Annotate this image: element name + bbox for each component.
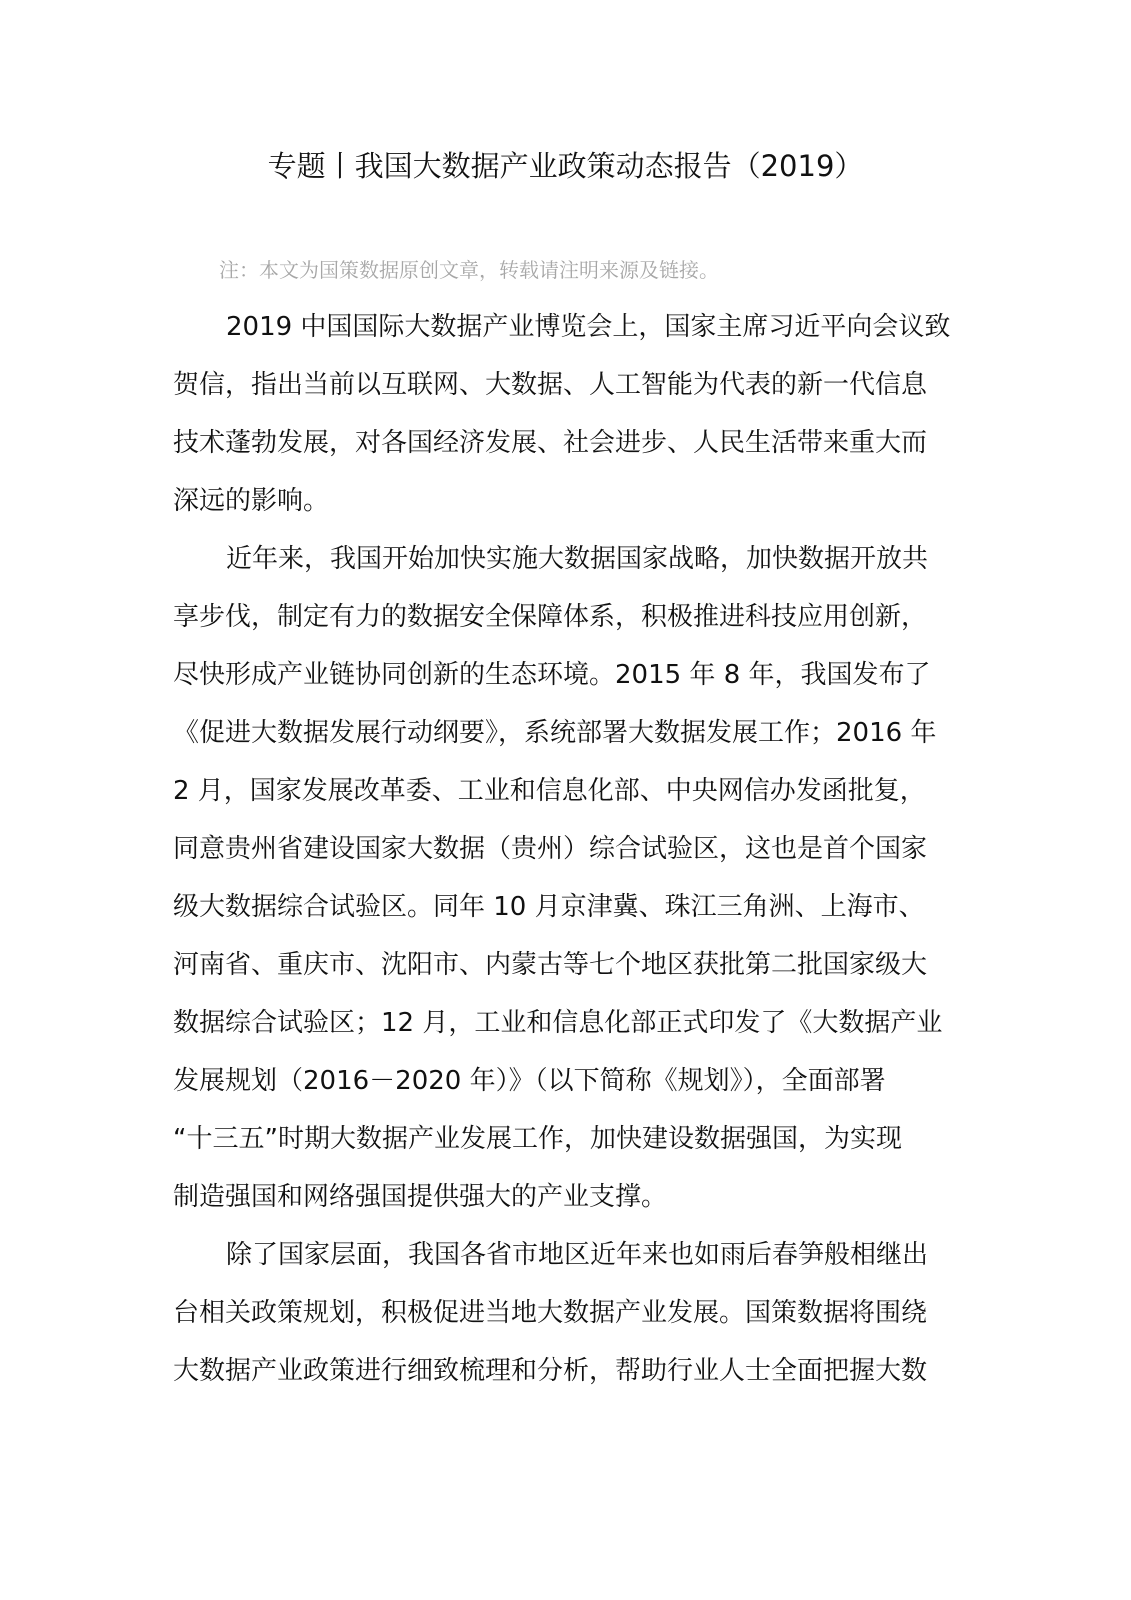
text-line: 除了国家层面，我国各省市地区近年来也如雨后春笋般相继出: [226, 1240, 929, 1270]
document-title: 专题丨我国大数据产业政策动态报告（2019）: [267, 149, 864, 183]
text-line: 河南省、重庆市、沈阳市、内蒙古等七个地区获批第二批国家级大: [173, 950, 928, 980]
text-line: “十三五”时期大数据产业发展工作，加快建设数据强国，为实现: [173, 1124, 902, 1154]
text-line: 数据综合试验区；12 月，工业和信息化部正式印发了《大数据产业: [173, 1008, 943, 1038]
text-line: 近年来，我国开始加快实施大数据国家战略，加快数据开放共: [226, 544, 929, 574]
text-line: 尽快形成产业链协同创新的生态环境。2015 年 8 年，我国发布了: [173, 660, 931, 690]
copyright-note: 注：本文为国策数据原创文章，转载请注明来源及链接。: [219, 258, 719, 282]
text-line: 同意贵州省建设国家大数据（贵州）综合试验区，这也是首个国家: [173, 834, 928, 864]
text-line: 级大数据综合试验区。同年 10 月京津冀、珠江三角洲、上海市、: [173, 892, 925, 922]
text-line: 深远的影响。: [173, 486, 330, 516]
text-line: 发展规划（2016－2020 年）》（以下简称《规划》），全面部署: [173, 1066, 886, 1096]
text-line: 2019 中国国际大数据产业博览会上，国家主席习近平向会议致: [226, 312, 951, 342]
text-line: 《促进大数据发展行动纲要》，系统部署大数据发展工作；2016 年: [173, 718, 937, 748]
text-line: 2 月，国家发展改革委、工业和信息化部、中央网信办发函批复，: [173, 776, 926, 806]
text-line: 享步伐，制定有力的数据安全保障体系，积极推进科技应用创新，: [173, 602, 928, 632]
text-line: 台相关政策规划，积极促进当地大数据产业发展。国策数据将围绕: [173, 1298, 928, 1328]
text-line: 技术蓬勃发展，对各国经济发展、社会进步、人民生活带来重大而: [173, 428, 928, 458]
text-line: 制造强国和网络强国提供强大的产业支撑。: [173, 1182, 668, 1212]
text-line: 大数据产业政策进行细致梳理和分析，帮助行业人士全面把握大数: [173, 1356, 928, 1386]
text-line: 贺信，指出当前以互联网、大数据、人工智能为代表的新一代信息: [173, 370, 928, 400]
